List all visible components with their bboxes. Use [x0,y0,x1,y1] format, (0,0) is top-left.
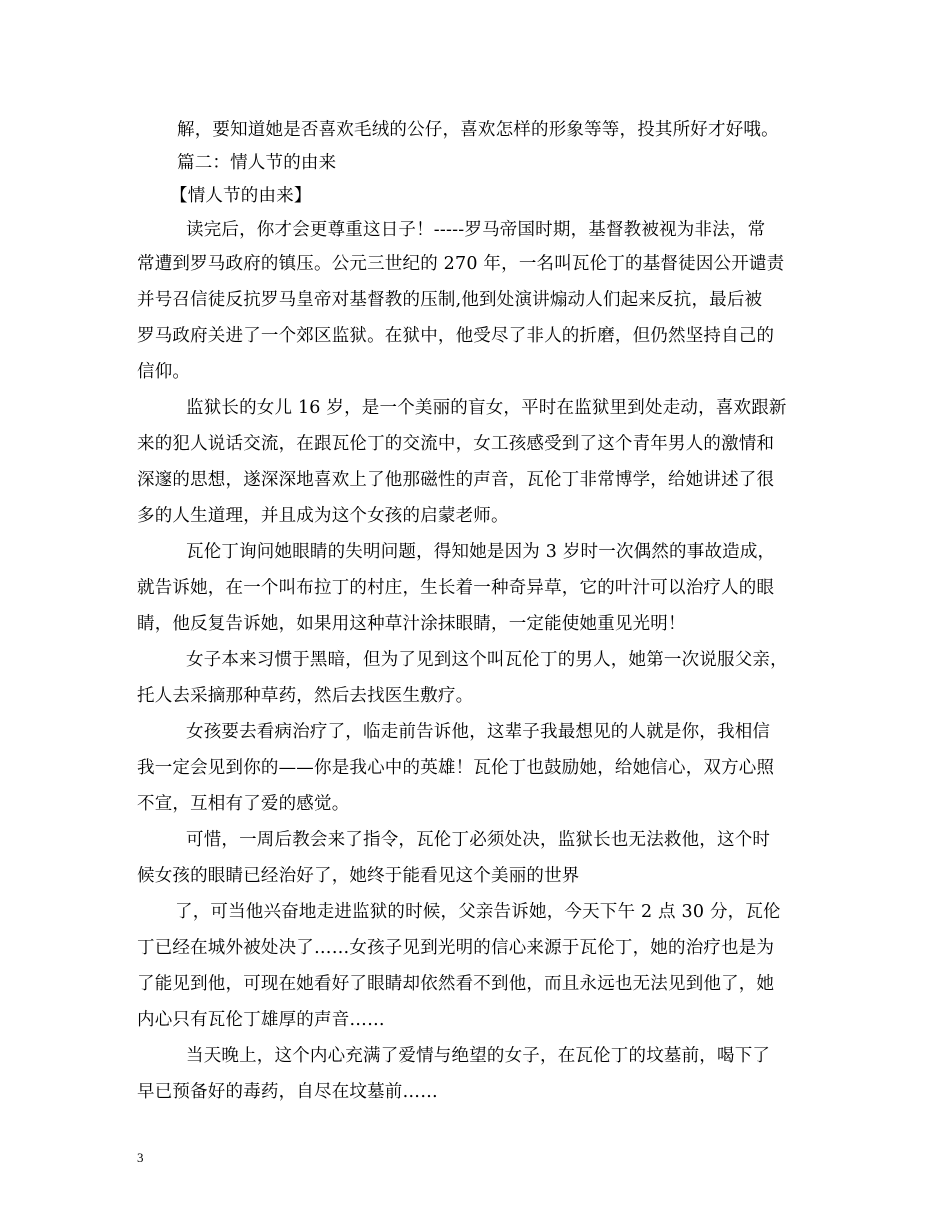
text-line: 早已预备好的毒药，自尽在坟墓前…… [137,1082,438,1102]
text-line: 瓦伦丁询问她眼睛的失明问题，得知她是因为 3 岁时一次偶然的事故造成， [186,542,776,562]
text-line: 监狱长的女儿 16 岁，是一个美丽的盲女，平时在监狱里到处走动，喜欢跟新 [186,398,787,418]
text-line: 不宣，互相有了爱的感觉。 [137,794,350,814]
text-line: 丁已经在城外被处决了……女孩子见到光明的信心来源于瓦伦丁，她的治疗也是为 [137,938,775,958]
text-line: 深邃的思想，遂深深地喜欢上了他那磁性的声音，瓦伦丁非常博学，给她讲述了很 [137,470,775,490]
text-line: 可惜，一周后教会来了指令，瓦伦丁必须处决，监狱长也无法救他，这个时 [186,830,771,850]
section-heading: 篇二：情人节的由来 [177,153,337,173]
text-line: 我一定会见到你的——你是我心中的英雄！瓦伦丁也鼓励她，给她信心，双方心照 [137,758,775,778]
text-line: 候女孩的眼睛已经治好了，她终于能看见这个美丽的世界 [137,866,580,886]
text-line: 解，要知道她是否喜欢毛绒的公仔，喜欢怎样的形象等等，投其所好才好哦。 [177,120,779,140]
text-line: 读完后，你才会更尊重这日子！-----罗马帝国时期，基督教被视为非法，常 [186,220,766,240]
article-title: 【情人节的由来】 [170,186,312,206]
text-line: 托人去采摘那种草药，然后去找医生敷疗。 [137,686,474,706]
text-line: 多的人生道理，并且成为这个女孩的启蒙老师。 [137,506,509,526]
text-line: 罗马政府关进了一个郊区监狱。在狱中，他受尽了非人的折磨，但仍然坚持自己的 [137,326,775,346]
text-line: 常遭到罗马政府的镇压。公元三世纪的 270 年，一名叫瓦伦丁的基督徒因公开谴责 [137,254,785,274]
text-line: 当天晚上，这个内心充满了爱情与绝望的女子，在瓦伦丁的坟墓前，喝下了 [186,1046,771,1066]
text-line: 了，可当他兴奋地走进监狱的时候，父亲告诉她，今天下午 2 点 30 分，瓦伦 [175,902,781,922]
text-line: 并号召信徒反抗罗马皇帝对基督教的压制,他到处演讲煽动人们起来反抗，最后被 [137,290,763,310]
text-line: 女孩要去看病治疗了，临走前告诉他，这辈子我最想见的人就是你，我相信 [186,722,771,742]
text-line: 就告诉她，在一个叫布拉丁的村庄，生长着一种奇异草，它的叶汁可以治疗人的眼 [137,578,775,598]
text-line: 内心只有瓦伦丁雄厚的声音…… [137,1010,385,1030]
text-line: 信仰。 [137,362,191,382]
page-number: 3 [137,1150,144,1165]
text-line: 睛，他反复告诉她，如果用这种草汁涂抹眼睛，一定能使她重见光明！ [137,614,686,634]
text-line: 了能见到他，可现在她看好了眼睛却依然看不到他，而且永远也无法见到他了，她 [137,974,775,994]
text-line: 来的犯人说话交流，在跟瓦伦丁的交流中，女工孩感受到了这个青年男人的激情和 [137,434,775,454]
text-line: 女子本来习惯于黑暗，但为了见到这个叫瓦伦丁的男人，她第一次说服父亲， [186,650,788,670]
